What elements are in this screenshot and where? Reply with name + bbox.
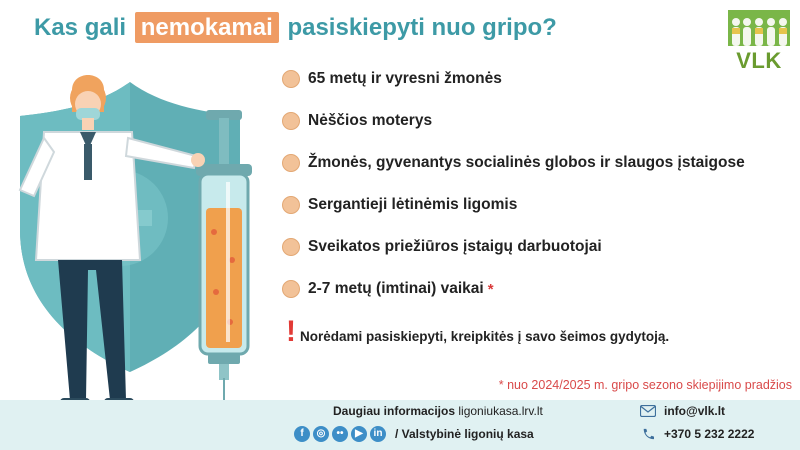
group-label: Nėščios moterys [308,112,433,129]
list-item [282,192,517,218]
footnote-marker: * [487,280,494,298]
list-item [282,108,432,134]
website-link[interactable]: ligoniukasa.lrv.lt [458,404,543,418]
phone-number[interactable]: +370 5 232 2222 [664,427,755,441]
linkedin-icon[interactable]: in [370,426,386,442]
footnote: * nuo 2024/2025 m. gripo sezono skiepijimo pradžios [498,378,792,392]
bullet-icon [282,70,300,88]
agency-name: / Valstybinė ligonių kasa [395,427,534,441]
more-info [333,404,543,418]
footer [0,400,800,450]
list-item [282,234,602,260]
group-label: Žmonės, gyvenantys socialinės globos ir slaugos įstaigose [308,154,745,171]
list-item [282,150,745,176]
group-label: 2-7 metų (imtinai) vaikai [308,280,484,297]
bullet-icon [282,112,300,130]
exclamation-icon: ! [286,315,296,348]
instagram-icon[interactable]: ◎ [313,426,329,442]
title-part-2: pasiskiepyti nuo gripo? [287,14,557,41]
social-links [294,426,534,442]
logo-text: VLK [736,48,782,73]
list-item [282,276,494,302]
youtube-icon[interactable]: ▶ [351,426,367,442]
bullet-icon [282,154,300,172]
page-title [34,14,557,42]
phone-contact [640,427,754,441]
bullet-icon [282,196,300,214]
more-info-label: Daugiau informacijos [333,404,456,418]
vlk-logo [728,10,790,72]
flickr-icon[interactable]: •• [332,426,348,442]
bullet-icon [282,280,300,298]
logo-people-icon [728,10,790,46]
title-part-1: Kas gali [34,14,127,41]
email-link[interactable]: info@vlk.lt [664,404,726,418]
notice-text: Norėdami pasiskiepyti, kreipkitės į savo šeimos gydytoją. [300,329,670,344]
group-label: 65 metų ir vyresni žmonės [308,70,502,87]
mail-icon [640,405,656,417]
notice [286,315,670,348]
list-item [282,66,502,92]
bullet-icon [282,238,300,256]
phone-icon [640,428,656,440]
facebook-icon[interactable]: f [294,426,310,442]
group-label: Sveikatos priežiūros įstaigų darbuotojai [308,238,602,255]
email-contact [640,404,725,418]
title-highlight: nemokamai [135,12,279,43]
group-label: Sergantieji lėtinėmis ligomis [308,196,518,213]
doctor-with-syringe-illustration [0,60,290,420]
